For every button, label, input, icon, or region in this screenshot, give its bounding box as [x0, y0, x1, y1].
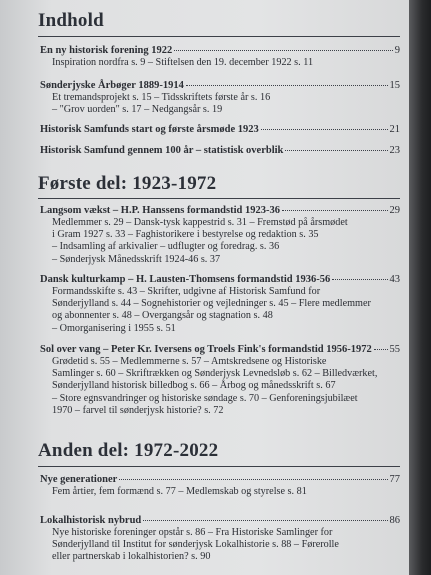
entry-page: 86: [389, 515, 400, 526]
entry-subline: og abonnenter s. 48 – Overgangsår og stagnation s. 48: [52, 310, 273, 322]
entry-subline: Sønderjylland historisk billedbog s. 66 – Årbog og månedsskrift s. 67: [52, 380, 336, 392]
entry-subline: i Gram 1927 s. 33 – Faghistorikere i bestyrelse og redaktion s. 35: [52, 229, 319, 241]
toc-entry[interactable]: [40, 343, 400, 417]
entry-subline: – Sønderjysk Månedsskrift 1924-46 s. 37: [52, 253, 221, 265]
toc-entry[interactable]: [40, 79, 400, 116]
entry-page: 29: [389, 205, 400, 216]
entry-subline: – Omorganisering i 1955 s. 51: [52, 322, 176, 334]
entry-subline: Samlinger s. 60 – Skriftrækken og Sønderjysk Levnedsløb s. 62 – Billedværket,: [52, 368, 378, 380]
heading-rule: [38, 466, 400, 467]
entry-subline: 1970 – farvel til sønderjysk historie? s. 72: [52, 404, 224, 416]
entry-subline: Sønderjylland til Institut for sønderjysk Lokalhistorie s. 88 – Førerolle: [52, 539, 339, 551]
entry-page: 43: [389, 274, 400, 285]
toc-entry[interactable]: [40, 514, 400, 564]
entry-page: 77: [389, 474, 400, 485]
book-spine: [409, 0, 431, 575]
entry-page: 15: [389, 80, 400, 91]
toc-entry[interactable]: [40, 123, 400, 136]
entry-subline: Nye historiske foreninger opstår s. 86 – Fra Historiske Samlinger for: [52, 527, 333, 538]
toc-entry[interactable]: [40, 204, 400, 266]
entry-title: Historisk Samfund gennem 100 år – statistisk overblik: [40, 145, 284, 156]
entry-title: Sol over vang – Peter Kr. Iversens og Troels Fink's formandstid 1956-1972: [40, 344, 372, 355]
part-two-heading: Anden del: 1972-2022: [38, 440, 219, 461]
entry-page: 9: [394, 45, 400, 56]
toc-entry[interactable]: [40, 144, 400, 157]
entry-page: 23: [389, 145, 400, 156]
entry-subline: Sønderjylland s. 44 – Sognehistorier og vejledninger s. 45 – Flere medlemmer: [52, 298, 371, 310]
entry-subline: Formandsskifte s. 43 – Skrifter, udgivne af Historisk Samfund for: [52, 286, 321, 297]
entry-subline: Et tremandsprojekt s. 15 – Tidsskriftets første år s. 16: [52, 92, 271, 103]
entry-subline: Medlemmer s. 29 – Dansk-tysk kappestrid s. 31 – Fremstød på årsmødet: [52, 217, 348, 228]
heading-rule: [38, 36, 400, 37]
entry-title: Sønderjyske Årbøger 1889-1914: [40, 80, 184, 91]
entry-title: Dansk kulturkamp – H. Lausten-Thomsens formandstid 1936-56: [40, 274, 331, 285]
entry-subline: – Indsamling af arkivalier – udflugter og foredrag. s. 36: [52, 241, 280, 253]
toc-entry[interactable]: [40, 44, 400, 69]
heading-rule: [38, 198, 400, 199]
entry-title: Nye generationer: [40, 474, 118, 485]
entry-title: Langsom vækst – H.P. Hanssens formandstid 1923-36: [40, 205, 280, 216]
entry-subline: Grødetid s. 55 – Medlemmerne s. 57 – Amtskredsene og Historiske: [52, 356, 327, 367]
entry-title: Historisk Samfunds start og første årsmøde 1923: [40, 124, 259, 135]
entry-subline: – Store egnsvandringer og historiske søndage s. 70 – Genforeningsjubilæet: [52, 392, 358, 404]
toc-heading: Indhold: [38, 10, 104, 31]
entry-title: En ny historisk forening 1922: [40, 45, 173, 56]
part-one-heading: Første del: 1923-1972: [38, 173, 217, 194]
entry-page: 21: [389, 124, 400, 135]
entry-subline: – "Grov uorden" s. 17 – Nedgangsår s. 19: [52, 104, 223, 116]
toc-entry[interactable]: [40, 473, 400, 498]
entry-page: 55: [389, 344, 400, 355]
entry-subline: Fem årtier, fem formænd s. 77 – Medlemskab og styrelse s. 81: [52, 486, 307, 497]
toc-entry[interactable]: [40, 273, 400, 335]
entry-subline: Inspiration nordfra s. 9 – Stiftelsen den 19. december 1922 s. 11: [52, 57, 314, 68]
entry-subline: eller partnerskab i lokalhistorien? s. 90: [52, 551, 211, 563]
entry-title: Lokalhistorisk nybrud: [40, 515, 142, 526]
